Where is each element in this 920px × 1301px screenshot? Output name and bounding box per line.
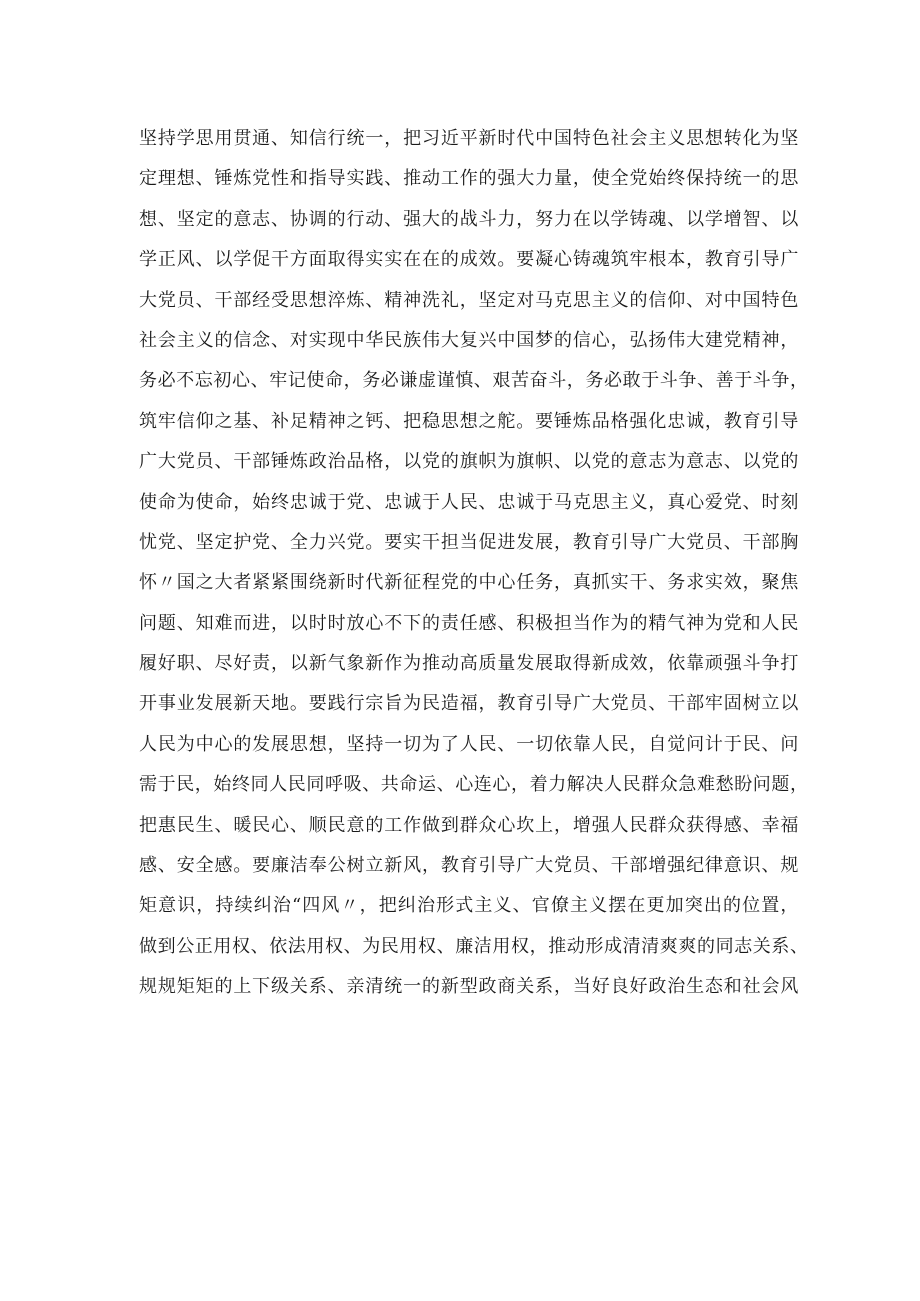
text-line: 使命为使命，始终忠诚于党、忠诚于人民、忠诚于马克思主义，真心爱党、时刻 (139, 491, 799, 513)
text-line: 问题、知难而进，以时时放心不下的责任感、积极担当作为的精气神为党和人民 (139, 612, 799, 634)
text-line: 规规矩矩的上下级关系、亲清统一的新型政商关系，当好良好政治生态和社会风 (139, 976, 799, 998)
text-line: 忧党、坚定护党、全力兴党。要实干担当促进发展，教育引导广大党员、干部胸 (139, 531, 799, 553)
text-line: 怀〃国之大者紧紧围绕新时代新征程党的中心任务，真抓实干、务求实效，聚焦 (139, 572, 799, 594)
text-line: 感、安全感。要廉洁奉公树立新风，教育引导广大党员、干部增强纪律意识、规 (139, 855, 799, 877)
text-line: 需于民，始终同人民同呼吸、共命运、心连心，着力解决人民群众急难愁盼问题， (139, 774, 809, 796)
body-paragraph (139, 119, 809, 1008)
text-line: 人民为中心的发展思想，坚持一切为了人民、一切依靠人民，自觉问计于民、问 (139, 733, 799, 755)
text-line: 履好职、尽好责，以新气象新作为推动高质量发展取得新成效，依靠顽强斗争打 (139, 653, 799, 675)
text-line: 广大党员、干部锤炼政治品格，以党的旗帜为旗帜、以党的意志为意志、以党的 (139, 451, 799, 473)
text-line: 学正风、以学促干方面取得实实在在的成效。要凝心铸魂筑牢根本，教育引导广 (139, 249, 799, 271)
text-line: 务必不忘初心、牢记使命，务必谦虚谨慎、艰苦奋斗，务必敢于斗争、善于斗争， (139, 370, 809, 392)
text-line: 坚持学思用贯通、知信行统一，把习近平新时代中国特色社会主义思想转化为坚 (139, 128, 799, 149)
text-line: 做到公正用权、依法用权、为民用权、廉洁用权，推动形成清清爽爽的同志关系、 (139, 935, 809, 957)
text-line: 社会主义的信念、对实现中华民族伟大复兴中国梦的信心，弘扬伟大建党精神， (139, 329, 799, 351)
text-line: 定理想、锤炼党性和指导实践、推动工作的强大力量，使全党始终保持统一的思 (139, 168, 799, 190)
text-line: 筑牢信仰之基、补足精神之钙、把稳思想之舵。要锤炼品格强化忠诚，教育引导 (139, 410, 799, 432)
text-line: 想、坚定的意志、协调的行动、强大的战斗力，努力在以学铸魂、以学增智、以 (139, 208, 799, 230)
text-line: 大党员、干部经受思想淬炼、精神洗礼，坚定对马克思主义的信仰、对中国特色 (139, 289, 799, 311)
text-line: 矩意识，持续纠治“四风〃，把纠治形式主义、官僚主义摆在更加突出的位置， (139, 895, 799, 917)
text-line: 开事业发展新天地。要践行宗旨为民造福，教育引导广大党员、干部牢固树立以 (139, 693, 799, 715)
text-line: 把惠民生、暖民心、顺民意的工作做到群众心坎上，增强人民群众获得感、幸福 (139, 814, 799, 836)
